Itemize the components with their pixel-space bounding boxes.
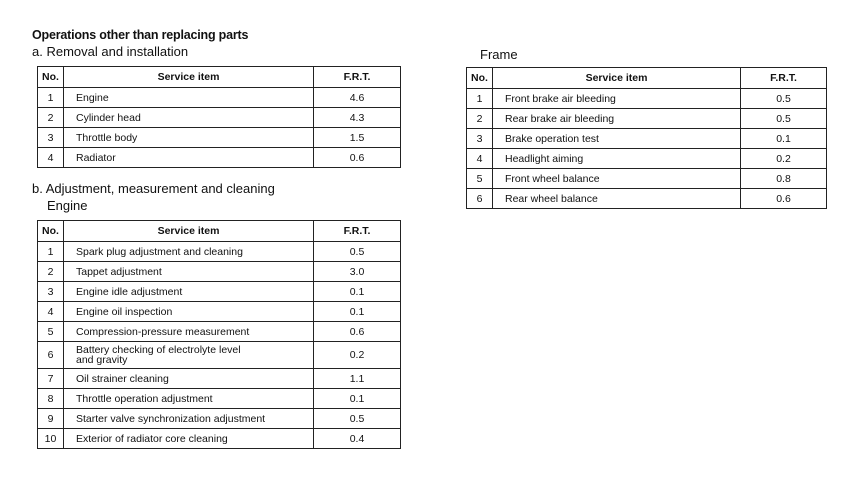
- row-service-item: Brake operation test: [493, 129, 741, 149]
- page-heading: Operations other than replacing parts: [32, 28, 249, 42]
- row-no: 4: [467, 149, 493, 169]
- row-frt: 4.6: [314, 88, 401, 108]
- row-service-item: Cylinder head: [64, 108, 314, 128]
- column-header-no: No.: [467, 68, 493, 89]
- row-frt: 0.5: [741, 89, 827, 109]
- row-no: 4: [38, 302, 64, 322]
- engine-adjustment-table: [37, 220, 401, 449]
- row-frt: 0.8: [741, 169, 827, 189]
- row-no: 1: [38, 242, 64, 262]
- row-no: 6: [467, 189, 493, 209]
- row-service-item: Radiator: [64, 148, 314, 168]
- row-service-item: Tappet adjustment: [64, 262, 314, 282]
- row-no: 2: [38, 108, 64, 128]
- row-frt: 0.5: [741, 109, 827, 129]
- column-header-service-item: Service item: [64, 221, 314, 242]
- column-header-frt: F.R.T.: [314, 221, 401, 242]
- row-frt: 0.4: [314, 429, 401, 449]
- row-frt: 0.2: [741, 149, 827, 169]
- row-service-item: Engine: [64, 88, 314, 108]
- table-row: [38, 429, 401, 449]
- table-row: [38, 148, 401, 168]
- table-row: [38, 262, 401, 282]
- row-service-item: Front wheel balance: [493, 169, 741, 189]
- table-row: [467, 109, 827, 129]
- row-no: 4: [38, 148, 64, 168]
- table-row: [467, 169, 827, 189]
- table-row: [38, 342, 401, 369]
- frame-table: [466, 67, 827, 209]
- row-frt: 4.3: [314, 108, 401, 128]
- row-no: 2: [38, 262, 64, 282]
- row-frt: 0.2: [314, 342, 401, 369]
- row-no: 5: [38, 322, 64, 342]
- table-row: [38, 322, 401, 342]
- row-frt: 1.1: [314, 369, 401, 389]
- row-frt: 0.6: [741, 189, 827, 209]
- frame-title: Frame: [480, 47, 518, 62]
- table-row: [38, 242, 401, 262]
- table-row: [467, 149, 827, 169]
- row-service-item: Engine oil inspection: [64, 302, 314, 322]
- column-header-service-item: Service item: [64, 67, 314, 88]
- table-row: [38, 389, 401, 409]
- row-no: 8: [38, 389, 64, 409]
- section-b-subtitle: Engine: [47, 198, 88, 213]
- column-header-service-item: Service item: [493, 68, 741, 89]
- table-row: [38, 302, 401, 322]
- row-frt: 1.5: [314, 128, 401, 148]
- column-header-no: No.: [38, 221, 64, 242]
- table-row: [38, 128, 401, 148]
- table-header-row: [467, 68, 827, 89]
- row-service-item: Oil strainer cleaning: [64, 369, 314, 389]
- table-row: [38, 88, 401, 108]
- row-no: 6: [38, 342, 64, 369]
- row-service-item: Battery checking of electrolyte level and gravity: [64, 342, 314, 369]
- table-header-row: [38, 67, 401, 88]
- table-row: [467, 89, 827, 109]
- row-no: 3: [467, 129, 493, 149]
- row-frt: 3.0: [314, 262, 401, 282]
- row-frt: 0.5: [314, 242, 401, 262]
- column-header-frt: F.R.T.: [741, 68, 827, 89]
- table-row: [38, 409, 401, 429]
- row-service-item: Engine idle adjustment: [64, 282, 314, 302]
- row-frt: 0.1: [314, 282, 401, 302]
- column-header-no: No.: [38, 67, 64, 88]
- row-no: 2: [467, 109, 493, 129]
- row-frt: 0.1: [314, 302, 401, 322]
- row-service-item: Compression-pressure measurement: [64, 322, 314, 342]
- row-no: 5: [467, 169, 493, 189]
- table-row: [467, 189, 827, 209]
- row-service-item: Throttle body: [64, 128, 314, 148]
- section-b-title: b. Adjustment, measurement and cleaning: [32, 181, 275, 196]
- row-frt: 0.6: [314, 148, 401, 168]
- row-no: 10: [38, 429, 64, 449]
- table-row: [38, 282, 401, 302]
- row-service-item: Throttle operation adjustment: [64, 389, 314, 409]
- column-header-frt: F.R.T.: [314, 67, 401, 88]
- row-service-item: Headlight aiming: [493, 149, 741, 169]
- row-no: 3: [38, 128, 64, 148]
- row-no: 1: [467, 89, 493, 109]
- table-row: [38, 108, 401, 128]
- row-service-item: Spark plug adjustment and cleaning: [64, 242, 314, 262]
- removal-installation-table: [37, 66, 401, 168]
- row-frt: 0.5: [314, 409, 401, 429]
- row-frt: 0.1: [741, 129, 827, 149]
- row-no: 7: [38, 369, 64, 389]
- table-header-row: [38, 221, 401, 242]
- table-row: [467, 129, 827, 149]
- row-service-item: Rear wheel balance: [493, 189, 741, 209]
- row-no: 1: [38, 88, 64, 108]
- row-service-item: Front brake air bleeding: [493, 89, 741, 109]
- row-frt: 0.6: [314, 322, 401, 342]
- row-no: 9: [38, 409, 64, 429]
- table-row: [38, 369, 401, 389]
- row-service-item: Exterior of radiator core cleaning: [64, 429, 314, 449]
- row-service-item: Rear brake air bleeding: [493, 109, 741, 129]
- row-service-item: Starter valve synchronization adjustment: [64, 409, 314, 429]
- section-a-title: a. Removal and installation: [32, 44, 189, 59]
- row-no: 3: [38, 282, 64, 302]
- row-frt: 0.1: [314, 389, 401, 409]
